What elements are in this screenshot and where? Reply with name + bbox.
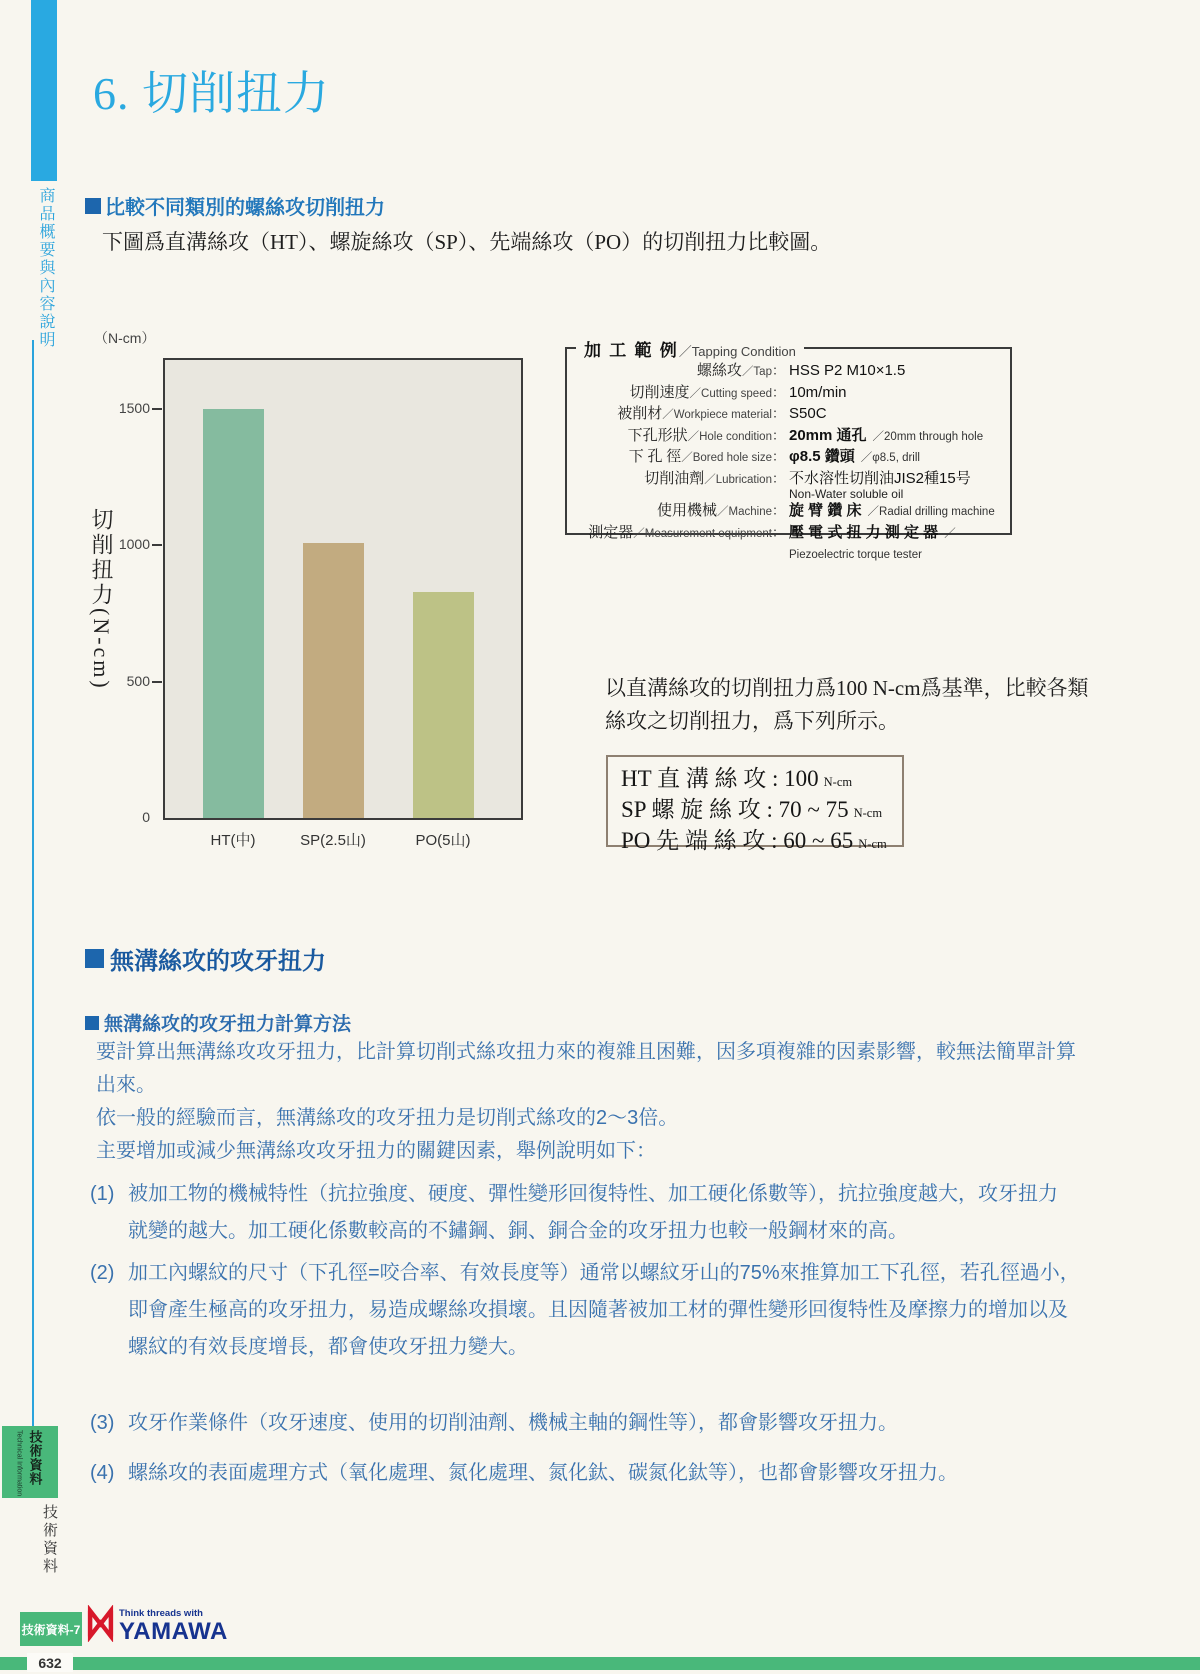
sidebar-accent-bar [31,0,57,181]
x-axis-label: PO(5山) [415,832,471,849]
condition-label [572,383,785,405]
bottom-green-bar [0,1657,1200,1670]
item-line: 攻牙作業條件（攻牙速度、使用的切削油劑、機械主軸的鋼性等），都會影響攻牙扭力。 [128,1412,898,1434]
sidebar-tab-cjk: 技術資料 [27,1430,43,1486]
condition-value-note: ／φ8.5, drill [860,452,920,464]
sidebar-rule [32,340,34,1426]
section1-heading-text: 比較不同類別的螺絲攻切削扭力 [105,197,385,219]
condition-title-cjk: 加 工 範 例 [584,341,679,360]
paragraph-line: 要計算出無溝絲攻攻牙扭力，比計算切削式絲攻扭力來的複雜且困難，因多項複雜的因素影響，較無法簡單計算 [96,1041,1076,1063]
ratio-row-ht [621,765,902,796]
yamawa-mark-icon [87,1605,114,1647]
condition-label-cjk: 下孔形狀 [627,427,688,444]
sidebar-footer-label: 技術資料 [41,1504,57,1576]
condition-label-en: ／Cutting speed [689,387,772,400]
comparison-line: 絲攻之切削扭力，爲下列所示。 [605,709,899,733]
condition-colon: ： [771,363,785,378]
logo-tagline: Think threads with [119,1608,203,1619]
item-text [128,1255,1120,1366]
condition-label-en: ／Tap [741,366,772,378]
list-item [90,1455,1120,1492]
chart-bar [413,592,474,818]
condition-value [785,361,1006,383]
condition-value-sub: Non-Water soluble oil [789,487,904,501]
paragraph-line: 出來。 [96,1074,156,1096]
condition-row [572,404,1006,426]
chart-bar [203,409,264,818]
section1-intro: 下圖爲直溝絲攻（HT）、螺旋絲攻（SP）、先端絲攻（PO）的切削扭力比較圖。 [102,230,832,254]
condition-label-en: ／Measurement equipment [633,527,772,540]
logo-brand: YAMAWA [119,1618,228,1645]
item-text [128,1405,1120,1442]
ratio-name: SP 螺 旋 絲 攻 [621,797,761,822]
page-title: 6. 切削扭力 [93,68,330,119]
item-line: 加工內螺紋的尺寸（下孔徑=咬合率、有效長度等）通常以螺紋牙山的75%來推算加工下孔徑，若孔徑過小， [128,1262,1080,1284]
item-number: (4) [90,1462,115,1484]
ratio-unit: N-cm [858,837,887,851]
ratio-unit: N-cm [853,806,883,820]
item-text [128,1455,1120,1492]
condition-title-slash: ／ [678,344,692,359]
x-axis-label: HT(中) [210,832,256,849]
chart-plot [163,358,523,820]
condition-label [572,404,785,426]
condition-row [572,523,1006,566]
item-line: 螺紋的有效長度增長，都會使攻牙扭力變大。 [128,1336,528,1358]
footer-badge: 技術資料-7 [20,1612,82,1646]
condition-label-en: ／Hole condition [687,430,772,443]
y-tick-mark [152,681,162,683]
condition-colon: ： [771,406,785,421]
condition-title-en: Tapping Condition [691,344,796,359]
item-line: 螺絲攻的表面處理方式（氧化處理、氮化處理、氮化鈦、碳氮化鈦等），也都會影響攻牙扭力。 [128,1462,958,1484]
item-number: (2) [90,1262,115,1284]
condition-colon: ： [771,384,785,400]
section2-subheading-text: 無溝絲攻的攻牙扭力計算方法 [104,1014,352,1035]
section2-paragraph [96,1036,1076,1168]
condition-label [572,447,785,469]
condition-value [785,447,1006,469]
condition-row [572,447,1006,469]
torque-ratio-box [606,755,904,853]
ratio-separator: : [765,828,784,853]
ratio-name: HT 直 溝 絲 攻 [621,766,767,791]
condition-colon: ： [771,503,785,518]
condition-value-main: 壓 電 式 扭 力 測 定 器 [789,523,939,541]
condition-value-main: 10m/min [789,383,847,401]
section2-subheading [85,1009,351,1036]
condition-value [785,404,1006,426]
condition-row [572,501,1006,523]
sidebar-tab-en: Technical Information [15,1430,23,1497]
section2-heading-text: 無溝絲攻的攻牙扭力 [110,949,326,975]
condition-rows [572,361,1006,566]
square-bullet-icon [85,198,101,214]
condition-value-main: S50C [789,405,827,422]
condition-label-cjk: 螺絲攻 [696,363,742,379]
condition-row [572,383,1006,405]
condition-value [785,501,1006,523]
section2-heading [85,941,326,976]
section1-heading [85,191,385,220]
sidebar-tab-technical [2,1426,58,1498]
square-bullet-icon [85,1016,99,1030]
condition-label-cjk: 使用機械 [657,503,718,519]
page-number: 632 [27,1653,73,1672]
condition-value-note: ／20mm through hole [872,430,984,443]
s2-items [90,1176,1120,1492]
list-item [90,1255,1120,1366]
condition-row [572,361,1006,383]
item-number: (1) [90,1183,115,1205]
logo-text [119,1605,228,1644]
condition-label [572,361,785,383]
yamawa-logo [87,1605,228,1647]
ratio-row-po [621,827,902,858]
condition-label-en: ／Machine [717,506,772,518]
condition-label [572,523,785,566]
condition-value-main: φ8.5 鑽頭 [789,448,855,465]
condition-label [572,426,785,448]
condition-colon: ： [771,427,785,443]
condition-box-title [576,336,804,361]
chart-unit-label: （N-cm） [94,330,156,346]
item-number: (3) [90,1412,115,1434]
ratio-unit: N-cm [823,775,853,789]
chart-y-axis-title: 切削扭力(N-cm) [89,508,114,691]
condition-value [785,426,1006,448]
sidebar-section-label: 商品概要與內容說明 [37,187,54,349]
condition-label-cjk: 測定器 [588,524,634,541]
condition-value-main: 20mm 通孔 [789,426,867,444]
condition-colon: ： [771,524,785,540]
ratio-value: 100 [784,766,819,791]
list-item [90,1176,1120,1250]
ratio-name: PO 先 端 絲 攻 [621,828,766,853]
comparison-line: 以直溝絲攻的切削扭力爲100 N-cm爲基準，比較各類 [605,676,1089,700]
y-tick-label: 500 [126,672,150,689]
condition-value-note: ／Radial drilling machine [867,506,995,518]
item-text [128,1176,1120,1250]
y-tick-label: 0 [142,809,150,825]
paragraph-line: 依一般的經驗而言，無溝絲攻的攻牙扭力是切削式絲攻的2～3倍。 [96,1107,679,1129]
x-axis-label: SP(2.5山) [300,832,366,849]
condition-label-en: ／Workpiece material [662,409,772,421]
condition-label-cjk: 切削油劑 [644,470,705,487]
condition-label-cjk: 切削速度 [629,384,690,401]
condition-value-note: ／Piezoelectric torque tester [789,527,956,561]
item-line: 就變的越大。加工硬化係數較高的不鏽鋼、銅、銅合金的攻牙扭力也較一般鋼材來的高。 [128,1220,908,1242]
condition-row [572,469,1006,502]
condition-label-cjk: 下 孔 徑 [628,449,682,465]
condition-value-main: HSS P2 M10×1.5 [789,362,906,379]
item-line: 被加工物的機械特性（抗拉強度、硬度、彈性變形回復特性、加工硬化係數等），抗拉強度越大，攻牙扭力 [128,1183,1058,1205]
ratio-value: 60 ~ 65 [783,828,854,853]
condition-label-en: ／Lubrication [704,473,772,486]
condition-value-main: 旋 臂 鑽 床 [789,502,862,519]
y-tick-label: 1000 [118,536,150,553]
ratio-separator: : [760,797,779,822]
condition-label-en: ／Bored hole size [681,452,772,464]
y-tick-label: 1500 [118,400,150,417]
condition-value [785,523,1006,566]
y-tick-mark [152,544,162,546]
condition-colon: ： [771,449,785,464]
ratio-row-sp [621,796,902,827]
condition-value [785,383,1006,405]
item-line: 即會產生極高的攻牙扭力，易造成螺絲攻損壞。且因隨著被加工材的彈性變形回復特性及摩擦力的增加以及 [128,1299,1068,1321]
ratio-separator: : [766,766,785,791]
condition-colon: ： [771,470,785,486]
condition-value-main: 不水溶性切削油JIS2種15号 [789,469,971,487]
ratio-value: 70 ~ 75 [778,797,849,822]
condition-label-cjk: 被削材 [617,406,663,422]
chart-bar [303,543,364,818]
condition-label [572,501,785,523]
y-tick-mark [152,408,162,410]
comparison-paragraph [605,672,1089,738]
square-bullet-icon [85,949,104,968]
list-item [90,1405,1120,1442]
condition-value [785,469,1006,502]
condition-label [572,469,785,502]
paragraph-line: 主要增加或減少無溝絲攻攻牙扭力的關鍵因素，舉例說明如下： [96,1140,656,1162]
condition-row [572,426,1006,448]
